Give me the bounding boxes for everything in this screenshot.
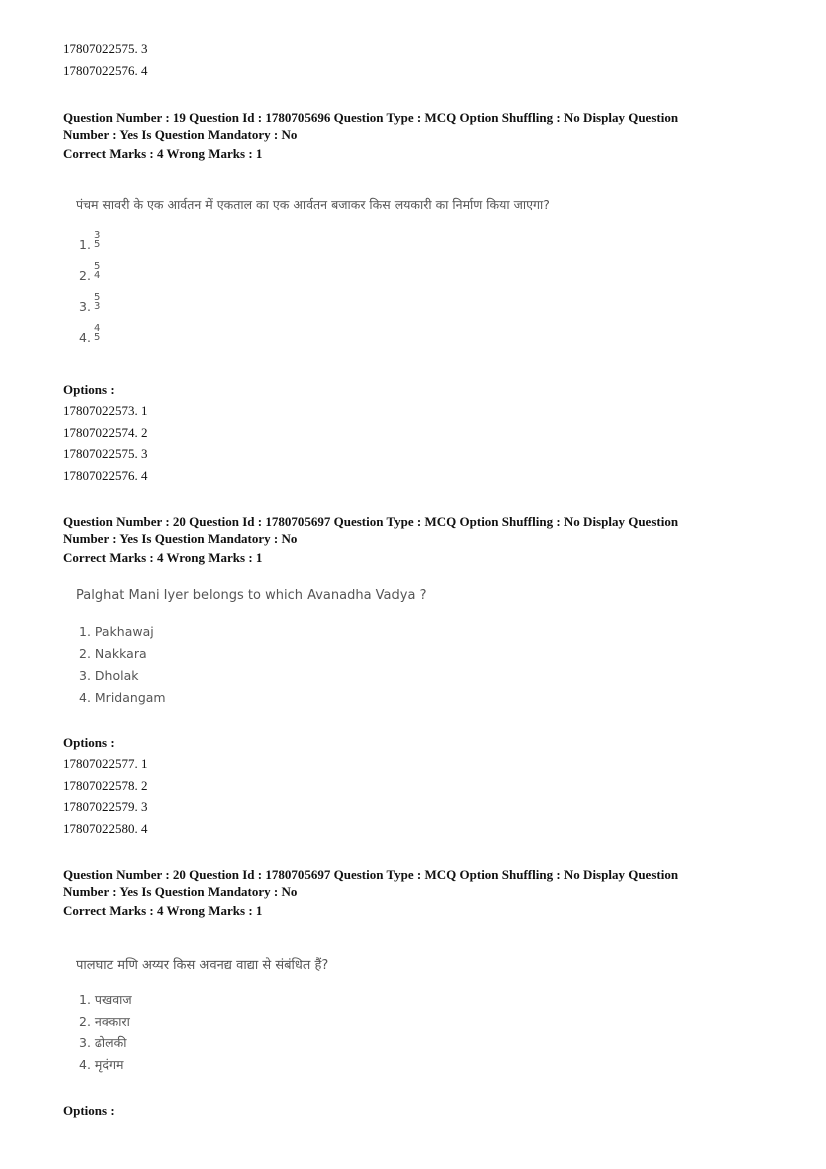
option-line: 17807022576. 4: [63, 468, 148, 483]
choice-item: 1. Pakhawaj: [79, 624, 154, 639]
option-line: 17807022575. 3: [63, 41, 148, 56]
marks-line: Correct Marks : 4 Wrong Marks : 1: [63, 903, 263, 918]
choice-number: 3.: [79, 299, 91, 314]
marks-line: Correct Marks : 4 Wrong Marks : 1: [63, 550, 263, 565]
option-line: 17807022575. 3: [63, 446, 148, 461]
question-header-cont: Number : Yes Is Question Mandatory : No: [63, 884, 298, 899]
options-label: Options :: [63, 382, 115, 397]
question-text: पालघाट मणि अय्यर किस अवनद्य वाद्या से संबंधित हैं?: [76, 958, 329, 973]
choice-item: 1. पखवाज: [79, 992, 132, 1007]
choice-item: 2. नक्कारा: [79, 1014, 130, 1029]
option-line: 17807022574. 2: [63, 425, 148, 440]
choice-number: 4.: [79, 330, 91, 345]
question-header: Question Number : 20 Question Id : 1780705697 Question Type : MCQ Option Shuffling : No Display Question: [63, 514, 679, 529]
option-line: 17807022573. 1: [63, 403, 148, 418]
option-line: 17807022579. 3: [63, 799, 148, 814]
choice-fraction: 3 5: [94, 230, 101, 250]
choice-item: 3. ढोलकी: [79, 1035, 127, 1050]
choice-number: 2.: [79, 268, 91, 283]
choice-fraction: 5 3: [94, 292, 101, 312]
option-line: 17807022576. 4: [63, 63, 148, 78]
marks-line: Correct Marks : 4 Wrong Marks : 1: [63, 146, 263, 161]
question-header: Question Number : 20 Question Id : 1780705697 Question Type : MCQ Option Shuffling : No Display Question: [63, 867, 679, 882]
choice-item: 3. Dholak: [79, 668, 139, 683]
option-line: 17807022580. 4: [63, 821, 148, 836]
question-text: पंचम सावरी के एक आर्वतन में एकताल का एक आर्वतन बजाकर किस लयकारी का निर्माण किया जाएगा?: [76, 197, 550, 212]
choice-item: 4. मृदंगम: [79, 1057, 124, 1072]
choice-fraction: 5 4: [94, 261, 101, 281]
options-label: Options :: [63, 735, 115, 750]
question-header-cont: Number : Yes Is Question Mandatory : No: [63, 531, 298, 546]
choice-fraction: 4 5: [94, 323, 101, 343]
question-header: Question Number : 19 Question Id : 1780705696 Question Type : MCQ Option Shuffling : No Display Question: [63, 110, 679, 125]
option-line: 17807022577. 1: [63, 756, 148, 771]
choice-number: 1.: [79, 237, 91, 252]
question-text: Palghat Mani Iyer belongs to which Avanadha Vadya ?: [76, 588, 427, 603]
options-label: Options :: [63, 1103, 115, 1118]
option-line: 17807022578. 2: [63, 778, 148, 793]
choice-item: 2. Nakkara: [79, 646, 147, 661]
question-header-cont: Number : Yes Is Question Mandatory : No: [63, 127, 298, 142]
choice-item: 4. Mridangam: [79, 690, 166, 705]
